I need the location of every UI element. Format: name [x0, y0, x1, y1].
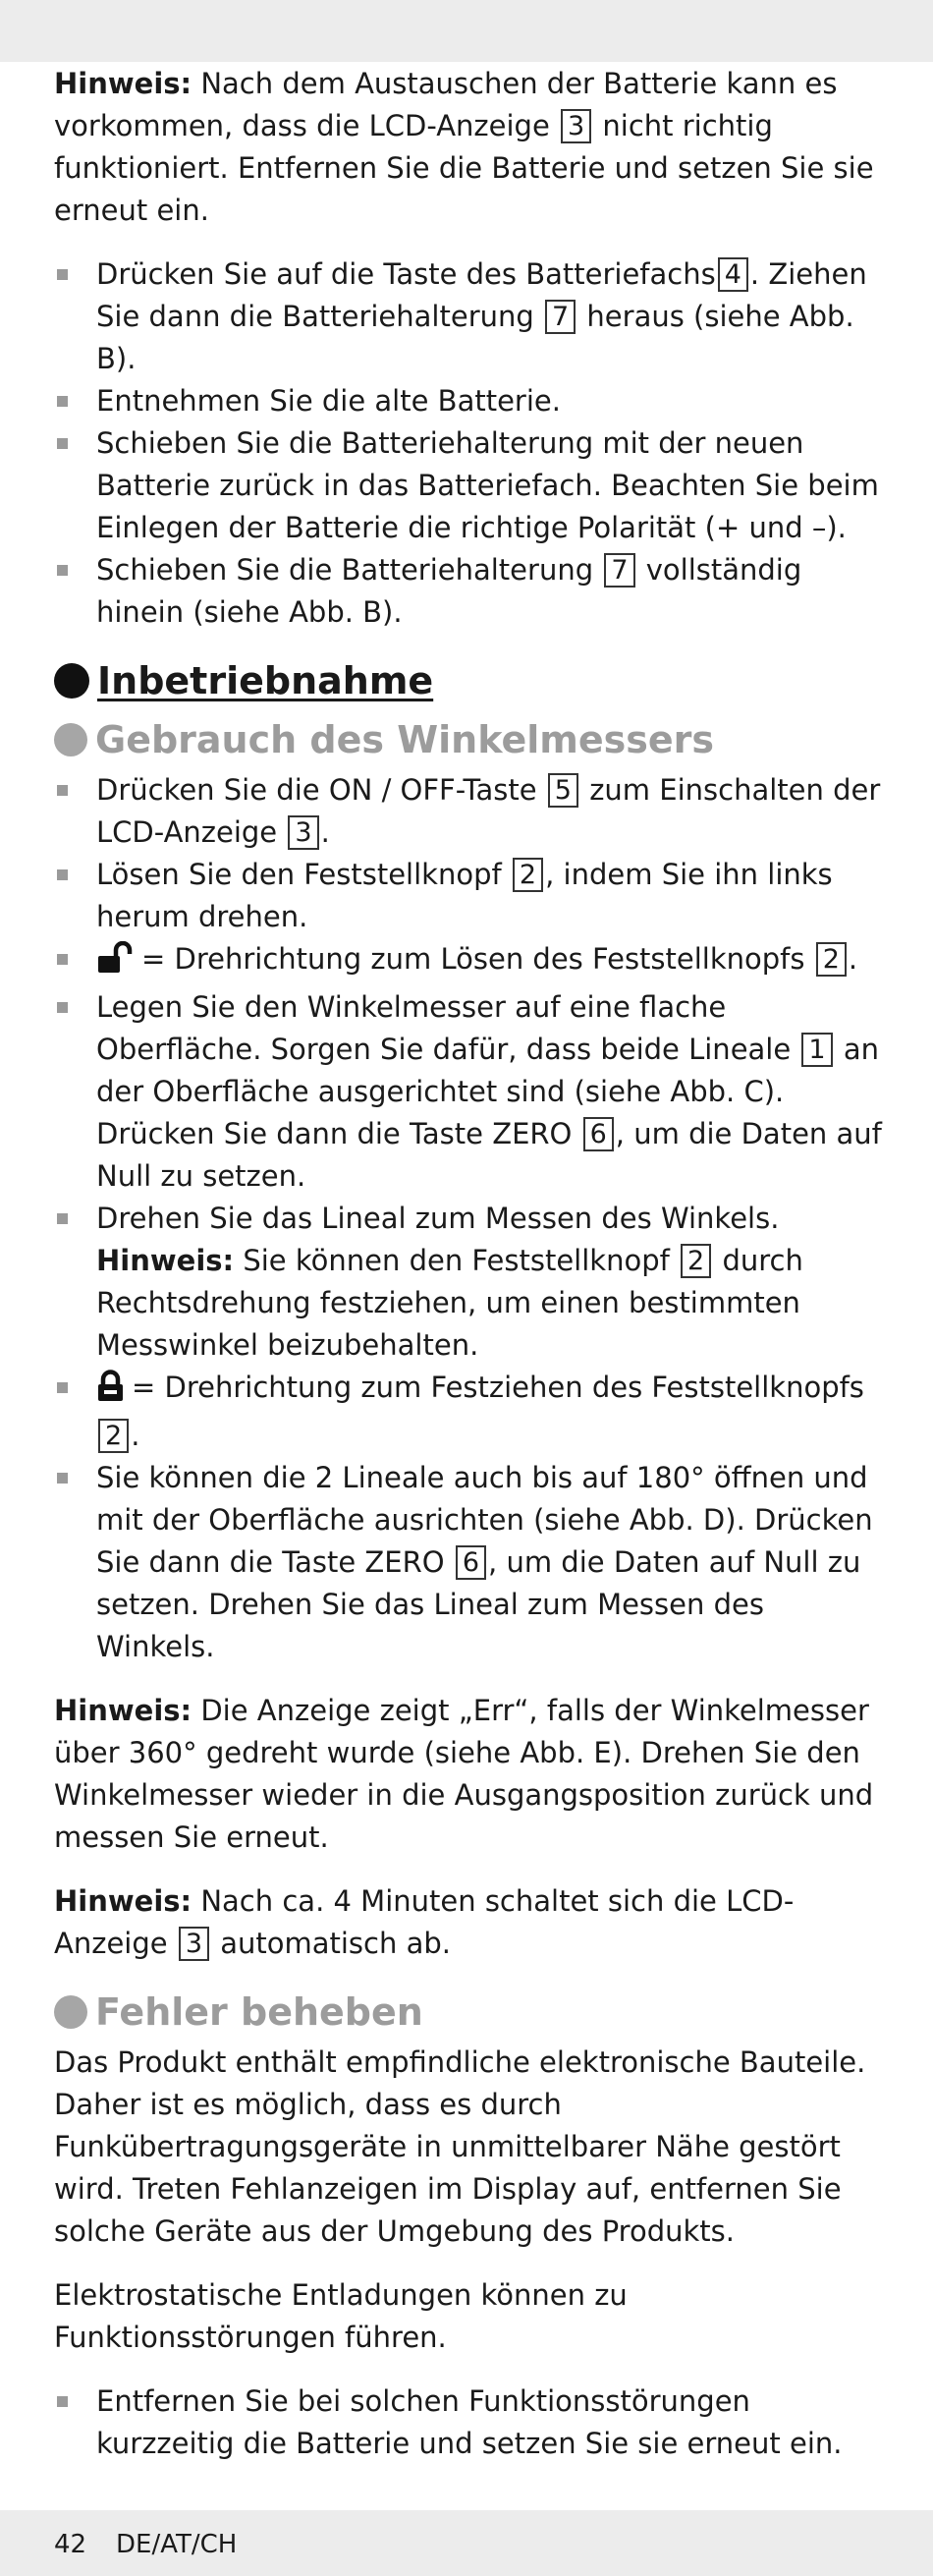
note-label: Hinweis: [96, 1244, 235, 1277]
lock-icon [96, 1370, 126, 1415]
note-label: Hinweis: [54, 1884, 192, 1918]
list-item: Entnehmen Sie die alte Batterie. [54, 380, 889, 422]
page-footer [0, 2510, 933, 2576]
note-label: Hinweis: [54, 1694, 192, 1727]
bullet-dot-icon [54, 723, 87, 756]
list-item: Lösen Sie den Feststellknopf 2 , indem Sie ihn links herum drehen. [54, 854, 889, 938]
top-bar [0, 0, 933, 62]
reference-number: 6 [583, 1117, 614, 1151]
list-item: Sie können die 2 Lineale auch bis auf 180° öffnen und mit der Oberfläche ausrichten (siehe Abb. D). Drücken Sie dann die Taste ZERO 6 , um die Daten auf Null zu setzen. Drehen Sie das Lineal zum Messen des Winkels. [54, 1457, 889, 1668]
bullet-dot-icon [54, 663, 89, 699]
section-heading: Inbetriebnahme [54, 655, 889, 706]
reference-number: 7 [545, 300, 576, 334]
reference-number: 2 [98, 1419, 129, 1453]
list-item: = Drehrichtung zum Festziehen des Feststellknopfs 2 . [54, 1367, 889, 1457]
paragraph: Das Produkt enthält empfindliche elektronische Bauteile. Daher ist es möglich, dass es durch Funkübertragungsgeräte in unmittelbarer Nähe gestört wird. Treten Fehlanzeigen im Display auf, entfernen Sie solche Geräte aus der Umgebung des Produkts. [54, 2045, 866, 2248]
list-item: Drehen Sie das Lineal zum Messen des Winkels. Hinweis: Sie können den Feststellknopf 2 durch Rechtsdrehung festziehen, um einen bestimmten Messwinkel beizubehalten. [54, 1198, 889, 1367]
reference-number: 3 [288, 815, 318, 850]
reference-number: 1 [801, 1033, 832, 1067]
note-auto-off: Hinweis: Nach ca. 4 Minuten schaltet sich die LCD-Anzeige 3 automatisch ab. [54, 1884, 795, 1960]
subsection-heading-usage: Gebrauch des Winkelmessers [54, 714, 889, 765]
note-battery-lcd: Hinweis: Nach dem Austauschen der Batterie kann es vorkommen, dass die LCD-Anzeige 3 nicht richtig funktioniert. Entfernen Sie die Batterie und setzen Sie sie erneut ein. [54, 67, 874, 227]
subsection-heading-troubleshooting: Fehler beheben [54, 1987, 889, 2038]
troubleshoot-list [54, 2380, 889, 2465]
list-item: Entfernen Sie bei solchen Funktionsstörungen kurzzeitig die Batterie und setzen Sie sie erneut ein. [54, 2380, 889, 2465]
note-err-display: Hinweis: Die Anzeige zeigt „Err“, falls der Winkelmesser über 360° gedreht wurde (siehe Abb. E). Drehen Sie den Winkelmesser wieder in die Ausgangsposition zurück und messen Sie erneut. [54, 1694, 874, 1854]
page-number: 42 [54, 2530, 87, 2559]
list-item: Schieben Sie die Batteriehalterung 7 vollständig hinein (siehe Abb. B). [54, 549, 889, 634]
list-item: Drücken Sie auf die Taste des Batteriefachs 4 . Ziehen Sie dann die Batteriehalterung 7 heraus (siehe Abb. B). [54, 253, 889, 380]
reference-number: 2 [513, 858, 543, 892]
reference-number: 4 [718, 257, 748, 292]
list-item: Legen Sie den Winkelmesser auf eine flache Oberfläche. Sorgen Sie dafür, dass beide Lineale 1 an der Oberfläche ausgerichtet sind (siehe Abb. C). Drücken Sie dann die Taste ZERO 6 , um die Daten auf Null zu setzen. [54, 986, 889, 1198]
reference-number: 7 [604, 553, 634, 588]
region-label: DE/AT/CH [116, 2530, 238, 2559]
reference-number: 3 [179, 1927, 209, 1961]
reference-number: 5 [548, 773, 578, 808]
reference-number: 2 [816, 942, 847, 977]
list-item: = Drehrichtung zum Lösen des Feststellknopfs 2 . [54, 938, 889, 986]
reference-number: 2 [681, 1244, 711, 1278]
paragraph: Elektrostatische Entladungen können zu Funktionsstörungen führen. [54, 2278, 628, 2354]
list-item: Schieben Sie die Batteriehalterung mit der neuen Batterie zurück in das Batteriefach. Beachten Sie beim Einlegen der Batterie die richtige Polarität (+ und –). [54, 422, 889, 549]
bullet-dot-icon [54, 1995, 87, 2029]
page-content [54, 63, 889, 2487]
list-item: Drücken Sie die ON / OFF-Taste 5 zum Einschalten der LCD-Anzeige 3 . [54, 769, 889, 854]
note-label: Hinweis: [54, 67, 192, 100]
unlock-icon [96, 941, 136, 986]
battery-steps-list [54, 253, 889, 634]
reference-number: 6 [456, 1545, 486, 1580]
reference-number: 3 [561, 109, 591, 143]
usage-steps-list [54, 769, 889, 1668]
